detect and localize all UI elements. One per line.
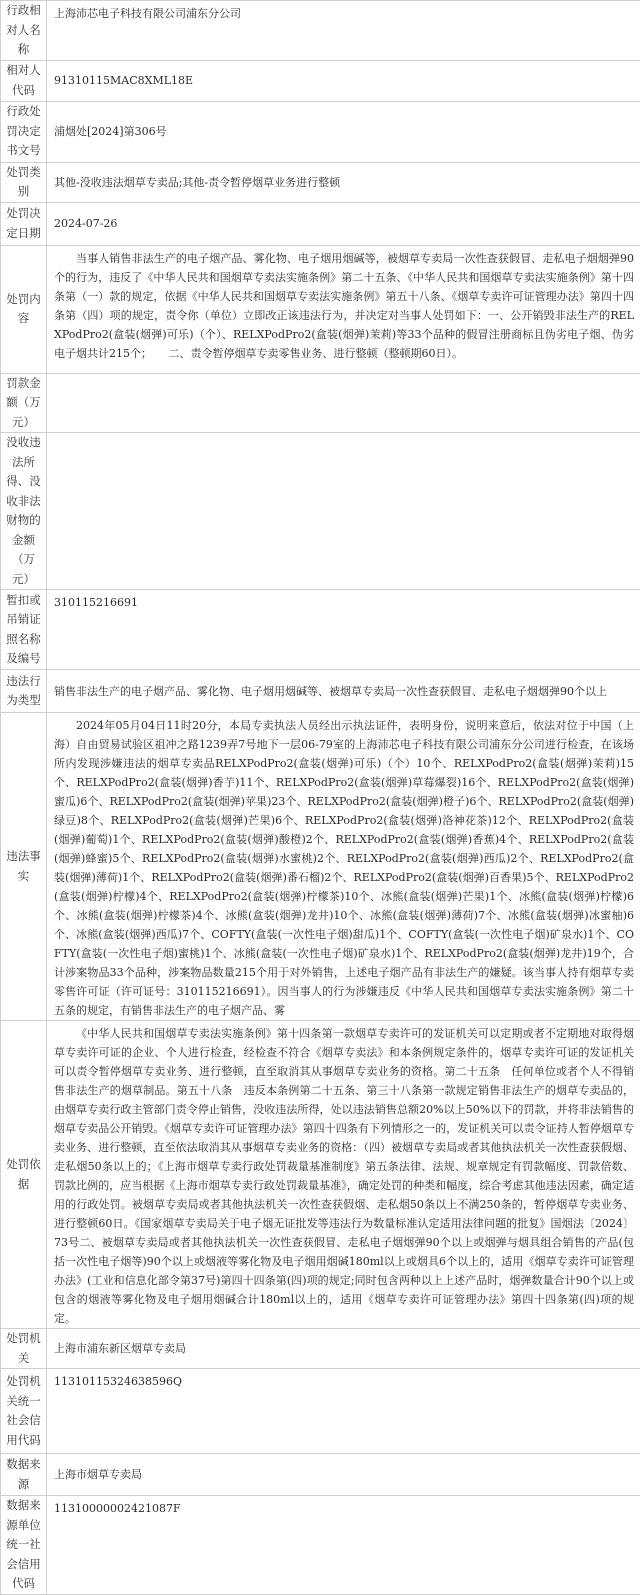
source-credit-code: 11310000002421087F bbox=[47, 1496, 640, 1518]
value-cell bbox=[47, 1369, 640, 1454]
row-license-info bbox=[1, 590, 640, 670]
decision-number: 浦烟处[2024]第306号 bbox=[47, 122, 640, 141]
authority: 上海市浦东新区烟草专卖局 bbox=[47, 1339, 640, 1358]
label-cell: 暂扣或吊销证照名称及编号 bbox=[1, 590, 47, 670]
label-cell: 没收违法所得、没收非法财物的金额（万元） bbox=[1, 433, 47, 590]
label-cell: 处罚类别 bbox=[1, 162, 47, 202]
label-cell: 行政相对人名称 bbox=[1, 1, 47, 61]
label-cell: 违法事实 bbox=[1, 713, 47, 1021]
value-cell bbox=[47, 713, 640, 1021]
license-number: 310115216691 bbox=[47, 590, 640, 612]
row-authority-credit-code bbox=[1, 1369, 640, 1454]
legal-basis: 《中华人民共和国烟草专卖法实施条例》第十四条第一款烟草专卖许可的发证机关可以定期或者不定期地对取得烟草专卖许可证的企业、个人进行检查，经检查不符合《烟草专卖法》和本条例规定条件的，烟草专卖许可证的发证机关可以责令暂停烟草专卖业务、进行整顿，直至取消其从事烟草专卖业务的资格。第二十五条 任何单位或者个人不得销售非法生产的烟草制品。第五十八条 违反本条例第二十五条、第三十八条第一款规定销售非法生产的烟草专卖品的，由烟草专卖行政主管部门责令停止销售，没收违法所得，处以违法销售总额20%以上50%以下的罚款，并将非法销售的烟草专卖品公开销毁。《烟草专卖许可证管理办法》第四十四条有下列情形之一的，发证机关可以责令证持人暂停烟草专卖业务、进行整顿，直至依法取消其从事烟草专卖业务的资格：（四）被烟草专卖局或者其他执法机关一次性查获假烟、走私烟50条以上的；《上海市烟草专卖行政处罚裁量基准制度》第五条法律、法规、规章规定有罚款幅度、罚款倍数、罚款比例的，应当根据《上海市烟草专卖行政处罚裁量基准》，确定处罚的种类和幅度，综合考虑其他违法因素，确定适用的行政处罚。被烟草专卖局或者其他执法机关一次性查获假烟、走私烟50条以上不满250条的，暂停烟草专卖业务、进行整顿60日。《国家烟草专卖局关于电子烟无证批发等违法行为数量标准认定适用法律问题的批复》国烟法〔2024〕73号二、被烟草专卖局或者其他执法机关一次性查获假冒、走私电子烟烟弹90个以上或烟弹与烟具组合销售的产品(包括一次性电子烟等)90个以上或烟液等雾化物及电子烟用烟碱180ml以上或烟具6个以上的，适用《烟草专卖许可证管理办法》(工业和信息化部令第37号)第四十四条第(四)项的规定;同时包含两种以上上述产品时，烟弹数量合计90个以上或包含的烟液等雾化物及电子烟用烟碱合计180ml以上的，适用《烟草专卖许可证管理办法》第四十四条第(四)项的规定。 bbox=[47, 1021, 640, 1328]
row-decision-date bbox=[1, 202, 640, 245]
penalty-category: 其他-没收违法烟草专卖品;其他-责令暂停烟草业务进行整顿 bbox=[47, 173, 640, 192]
row-fine-amount bbox=[1, 373, 640, 433]
row-confiscation-amount bbox=[1, 433, 640, 590]
value-cell bbox=[47, 101, 640, 162]
value-cell bbox=[47, 1454, 640, 1496]
value-cell bbox=[47, 60, 640, 101]
violation-facts: 2024年05月04日11时20分，本局专卖执法人员经出示执法证件，表明身份，说明来意后，依法对位于中国（上海）自由贸易试验区祖冲之路1239弄7号地下一层06-79室的上海沛芯电子科技有限公司浦东分公司进行检查，在该场所内发现涉嫌违法的烟草专卖品RELXPodPro2(盒装(烟弹)可乐)（个）10个、RELXPodPro2(盒装(烟弹)茉莉)15个、RELXPodPro2(盒装(烟弹)香芋)11个、RELXPodPro2(盒装(烟弹)草莓爆裂)16个、RELXPodPro2(盒装(烟弹)蜜瓜)6个、RELXPodPro2(盒装(烟弹)苹果)23个、RELXPodPro2(盒装(烟弹)橙子)6个、RELXPodPro2(盒装(烟弹)绿豆)8个、RELXPodPro2(盒装(烟弹)芒果)6个、RELXPodPro2(盒装(烟弹)洛神花茶)12个、RELXPodPro2(盒装(烟弹)葡萄)1个、RELXPodPro2(盒装(烟弹)酸橙)2个、RELXPodPro2(盒装(烟弹)香蕉)4个、RELXPodPro2(盒装(烟弹)蜂蜜)5个、RELXPodPro2(盒装(烟弹)水蜜桃)2个、RELXPodPro2(盒装(烟弹)西瓜)2个、RELXPodPro2(盒装(烟弹)薄荷)1个、RELXPodPro2(盒装(烟弹)番石榴)2个、RELXPodPro2(盒装(烟弹)百香果)5个、RELXPodPro2(盒装(烟弹)柠檬)4个、RELXPodPro2(盒装(烟弹)柠檬茶)10个、冰熊(盒装(烟弹)芒果)1个、冰熊(盒装(烟弹)柠檬)6个、冰熊(盒装(烟弹)柠檬茶)4个、冰熊(盒装(烟弹)龙井)10个、冰熊(盒装(烟弹)薄荷)7个、冰熊(盒装(烟弹)冰蜜柚)6个、冰熊(盒装(烟弹)西瓜)7个、COFTY(盒装(一次性电子烟)甜瓜)1个、COFTY(盒装(一次性电子烟)矿泉水)1个、COFTY(盒装(一次性电子烟)蜜桃)1个、冰熊(盒装(一次性电子烟)矿泉水)1个、RELXPodPro2(盒装(烟弹)龙井)19个，合计涉案物品33个品种，涉案物品数量215个用于对外销售，上述电子烟产品有非法生产的嫌疑。该当事人持有烟草专卖零售许可证（许可证号：310115216691）。因当事人的行为涉嫌违反《中华人民共和国烟草专卖法实施条例》第二十五条的规定，有销售非法生产的电子烟产品、雾 bbox=[47, 713, 640, 1020]
label-cell: 处罚机关统一社会信用代码 bbox=[1, 1369, 47, 1454]
row-party-name bbox=[1, 1, 640, 61]
value-cell bbox=[47, 1329, 640, 1369]
value-cell bbox=[47, 1, 640, 61]
row-source-credit-code bbox=[1, 1496, 640, 1595]
label-cell: 相对人代码 bbox=[1, 60, 47, 101]
value-cell bbox=[47, 373, 640, 433]
row-violation-type bbox=[1, 670, 640, 713]
label-cell: 处罚机关 bbox=[1, 1329, 47, 1369]
authority-credit-code: 11310115324638596Q bbox=[47, 1369, 640, 1391]
value-cell bbox=[47, 245, 640, 373]
row-decision-number bbox=[1, 101, 640, 162]
label-cell: 罚款金额（万元） bbox=[1, 373, 47, 433]
party-code: 91310115MAC8XML18E bbox=[47, 71, 640, 90]
label-cell: 数据来源单位统一社会信用代码 bbox=[1, 1496, 47, 1595]
label-cell: 处罚内容 bbox=[1, 245, 47, 373]
row-party-code bbox=[1, 60, 640, 101]
party-name: 上海沛芯电子科技有限公司浦东分公司 bbox=[47, 1, 640, 23]
row-legal-basis bbox=[1, 1021, 640, 1329]
value-cell bbox=[47, 162, 640, 202]
row-violation-facts bbox=[1, 713, 640, 1021]
label-cell: 违法行为类型 bbox=[1, 670, 47, 713]
value-cell bbox=[47, 670, 640, 713]
label-cell: 处罚决定日期 bbox=[1, 202, 47, 245]
row-authority bbox=[1, 1329, 640, 1369]
value-cell bbox=[47, 1496, 640, 1595]
penalty-content: 当事人销售非法生产的电子烟产品、雾化物、电子烟用烟碱等，被烟草专卖局一次性查获假冒、走私电子烟烟弹90个的行为，违反了《中华人民共和国烟草专卖法实施条例》第二十五条、《中华人民共和国烟草专卖法实施条例》第十四条第（一）款的规定，依据《中华人民共和国烟草专卖法实施条例》第五十八条、《烟草专卖许可证管理办法》第四十四条第（四）项的规定，责令你（单位）立即改正该违法行为，并决定对当事人处罚如下：一、公开销毁非法生产的RELXPodPro2(盒装(烟弹)可乐)（个）、RELXPodPro2(盒装(烟弹)茉莉)等33个品种的假冒注册商标且伪劣电子烟、伪劣电子烟共计215个； 二、责令暂停烟草专卖零售业务、进行整顿（整顿期60日）。 bbox=[47, 246, 640, 363]
row-penalty-category bbox=[1, 162, 640, 202]
label-cell: 行政处罚决定书文号 bbox=[1, 101, 47, 162]
decision-date: 2024-07-26 bbox=[47, 214, 640, 233]
value-cell bbox=[47, 590, 640, 670]
violation-type: 销售非法生产的电子烟产品、雾化物、电子烟用烟碱等、被烟草专卖局一次性查获假冒、走私电子烟烟弹90个以上 bbox=[47, 682, 640, 701]
data-source: 上海市烟草专卖局 bbox=[47, 1465, 640, 1484]
label-cell: 数据来源 bbox=[1, 1454, 47, 1496]
value-cell bbox=[47, 1021, 640, 1329]
value-cell bbox=[47, 202, 640, 245]
row-data-source bbox=[1, 1454, 640, 1496]
value-cell bbox=[47, 433, 640, 590]
label-cell: 处罚依据 bbox=[1, 1021, 47, 1329]
row-penalty-content bbox=[1, 245, 640, 373]
